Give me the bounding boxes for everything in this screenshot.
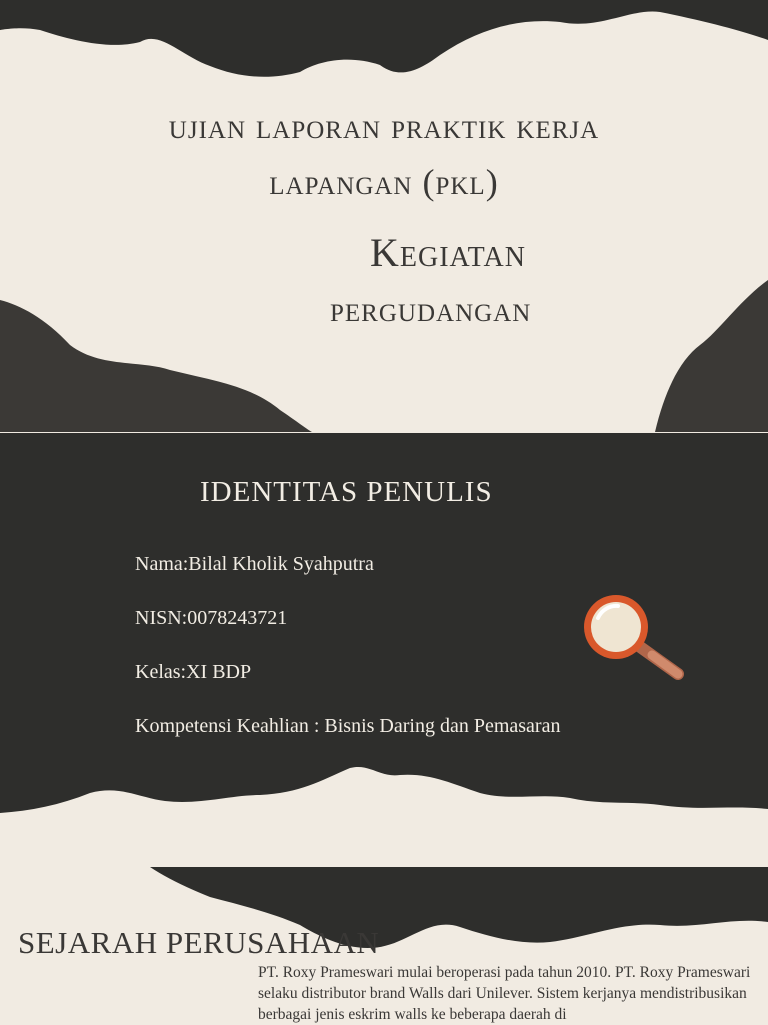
field-nisn: NISN:0078243721 — [135, 607, 288, 629]
company-history-heading: SEJARAH PERUSAHAAN — [18, 925, 380, 960]
company-history-paragraph: PT. Roxy Prameswari mulai beroperasi pada tahun 2010. PT. Roxy Prameswari selaku distributor brand Walls dari Unilever. Sistem kerjanya mendistribusikan berbagai jenis eskrim walls ke beberapa daerah di — [258, 964, 751, 1023]
slide-subtitle — [330, 225, 630, 337]
slide-title-heading — [0, 98, 768, 210]
magnifying-glass-icon — [578, 592, 688, 687]
torn-paper-background — [0, 0, 768, 432]
identity-fields — [135, 549, 560, 765]
subtitle-line-2: pergudangan — [330, 289, 532, 329]
title-line-1: ujian laporan praktik kerja — [168, 106, 600, 146]
field-kompetensi: Kompetensi Keahlian : Bisnis Daring dan Pemasaran — [135, 715, 561, 737]
identity-heading: IDENTITAS PENULIS — [200, 476, 493, 508]
slide-title — [0, 0, 768, 432]
field-kelas: Kelas:XI BDP — [135, 661, 252, 683]
title-line-2: lapangan (pkl) — [269, 162, 499, 202]
field-nama: Nama:Bilal Kholik Syahputra — [135, 553, 374, 575]
subtitle-line-1: Kegiatan — [370, 230, 526, 275]
